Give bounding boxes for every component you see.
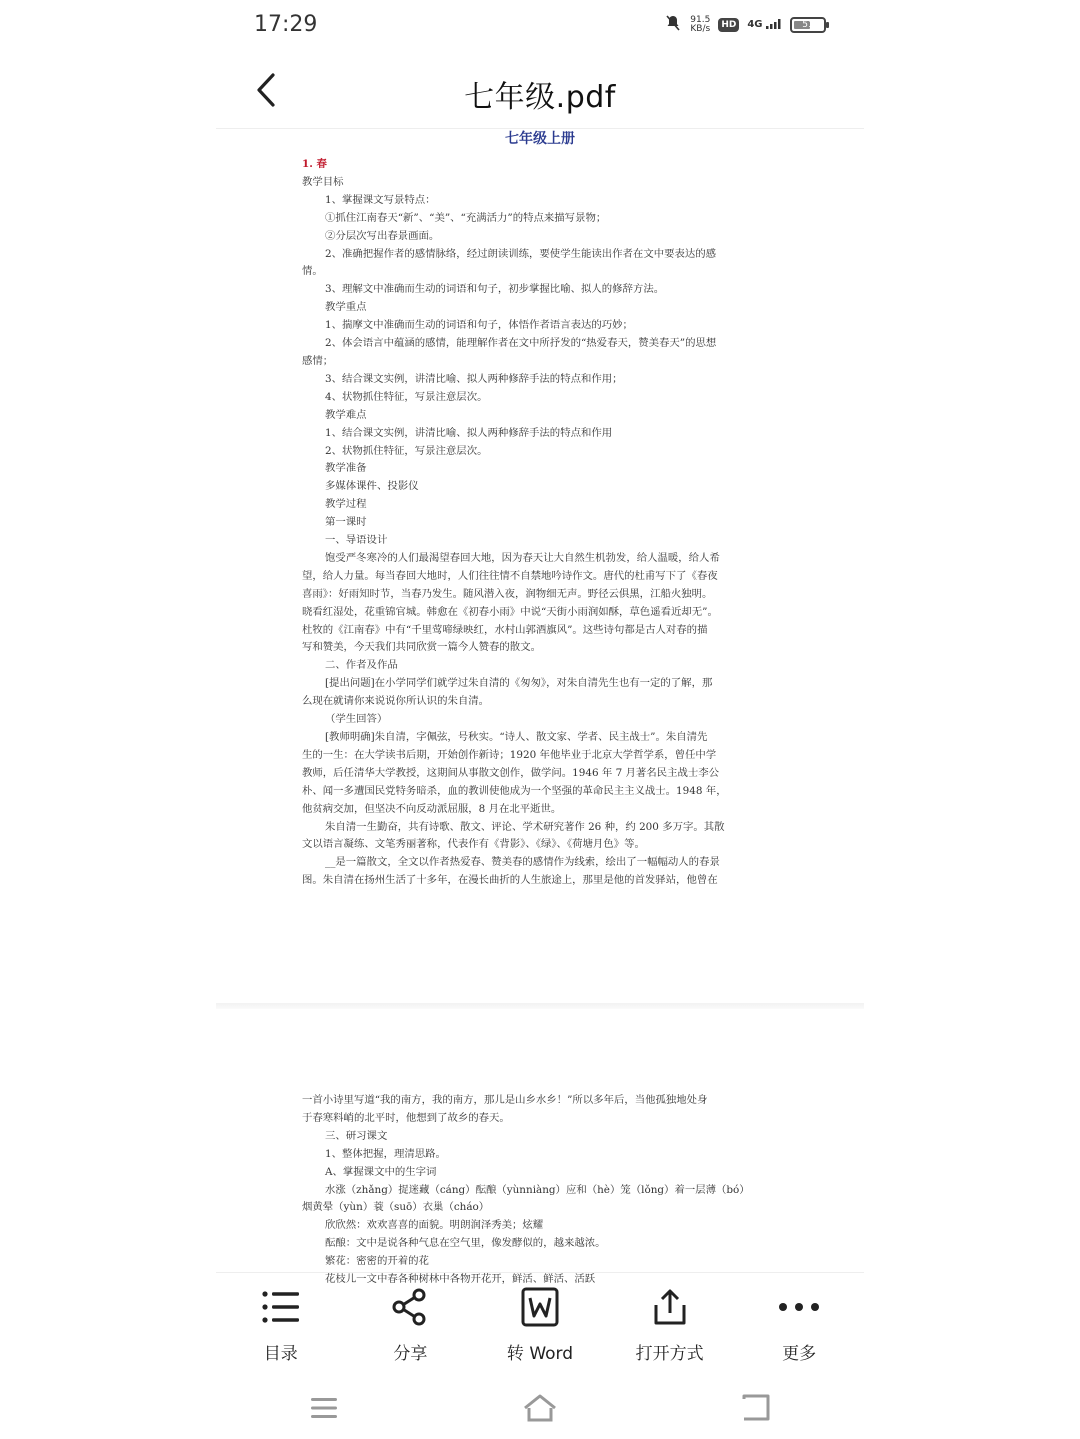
text-line: 一首小诗里写道“我的南方，我的南方，那儿是山乡水乡！”所以多年后，当他孤独地处身 <box>302 1094 708 1106</box>
status-icons <box>664 14 826 35</box>
text-line: 2、状物抓住特征，写景注意层次。 <box>325 444 488 457</box>
text-line: 写和赞美，今天我们共同欣赏一篇今人赞春的散文。 <box>302 641 541 654</box>
text-line: 酝酿：文中是说各种气息在空气里，像发酵似的，越来越浓。 <box>325 1237 606 1250</box>
text-line: __是一篇散文，全文以作者热爱春、赞美春的感情作为线索，绘出了一幅幅动人的春景 <box>325 856 720 869</box>
text-line: 2、体会语言中蕴涵的感情，能理解作者在文中所抒发的“热爱春天，赞美春天”的思想 <box>325 337 717 350</box>
text-line: A、掌握课文中的生字词 <box>325 1165 437 1178</box>
convert-word-button[interactable] <box>485 1273 595 1377</box>
text-line: 喜雨》：好雨知时节，当春乃发生。随风潜入夜，润物细无声。野径云俱黑，江船火独明。 <box>302 587 713 600</box>
text-line: [提出问题]在小学同学们就学过朱自清的《匆匆》，对朱自清先生也有一定的了解，那 <box>325 677 713 690</box>
text-line: 情。 <box>302 265 323 278</box>
word-icon <box>521 1283 559 1331</box>
text-line: 1、结合课文实例，讲清比喻、拟人两种修辞手法的特点和作用 <box>325 426 613 439</box>
page-heading: 七年级上册 <box>505 131 575 147</box>
battery-level: 51 <box>802 19 814 30</box>
status-bar <box>216 0 864 54</box>
signal-label: 4G <box>747 19 763 30</box>
signal-4g-icon <box>747 19 782 30</box>
text-line: 朴、闻一多遭国民党特务暗杀，血的教训使他成为一个坚强的革命民主主义战士。1948 年， <box>302 784 727 797</box>
text-line: 教学目标 <box>302 175 344 188</box>
text-line: 生的一生：在大学读书后期，开始创作新诗；1920 年他毕业于北京大学哲学系，曾任中学 <box>302 748 717 761</box>
mute-icon <box>664 14 682 35</box>
text-line: 教师，后任清华大学教授，这期间从事散文创作，做学问。1946 年 7 月著名民主战士李公 <box>302 766 720 779</box>
open-with-label: 打开方式 <box>635 1344 704 1364</box>
text-line: 1、整体把握，理清思路。 <box>325 1147 446 1160</box>
text-line: 2、准确把握作者的感情脉络，经过朗读训练，要使学生能读出作者在文中要表达的感 <box>325 247 717 260</box>
text-line: 1、揣摩文中准确而生动的词语和句子，体悟作者语言表达的巧妙； <box>325 319 633 332</box>
text-line: 3、结合课文实例，讲清比喻、拟人两种修辞手法的特点和作用； <box>325 372 623 385</box>
text-line: 1、掌握课文写景特点： <box>325 193 436 206</box>
text-line: 3、理解文中准确而生动的词语和句子，初步掌握比喻、拟人的修辞方法。 <box>325 283 665 296</box>
lesson-title: 1. 春 <box>302 158 327 170</box>
text-line: 望，给人力量。每当春回大地时，人们往往情不自禁地吟诗作文。唐代的杜甫写下了《春夜 <box>302 569 718 582</box>
text-line: 于春寒料峭的北平时，他想到了故乡的春天。 <box>302 1111 510 1124</box>
share-button[interactable] <box>355 1273 465 1377</box>
more-button[interactable] <box>744 1273 854 1377</box>
text-line: 二、作者及作品 <box>325 659 398 672</box>
more-icon <box>778 1283 820 1331</box>
text-line: 晓看红湿处，花重锦官城。韩愈在《初春小雨》中说“天街小雨润如酥，草色遥看近却无”。 <box>302 605 718 618</box>
text-line: 么现在就请你来说说你所认识的朱自清。 <box>302 695 490 708</box>
text-line: （学生回答） <box>325 713 388 726</box>
nav-menu-button[interactable] <box>294 1388 354 1428</box>
net-speed <box>690 16 710 34</box>
text-line: 三、研习课文 <box>325 1129 388 1142</box>
text-line: 水涨（zhǎng）捉迷藏（cáng）酝酿（yùnniàng）应和（hè）笼（lǒng）着一层薄（bó） <box>325 1183 750 1196</box>
upload-icon <box>650 1283 690 1331</box>
nav-back-button[interactable] <box>726 1388 786 1428</box>
document-title: 七年级.pdf <box>464 80 616 115</box>
text-line: 他贫病交加，但坚决不向反动派屈服，8 月在北平逝世。 <box>302 802 562 815</box>
list-icon <box>261 1283 301 1331</box>
page-1-text <box>302 156 782 890</box>
app-header <box>216 54 864 129</box>
text-line: 烟黄晕（yùn）蓑（suō）衣巢（cháo） <box>302 1201 490 1214</box>
bottom-toolbar <box>216 1272 864 1377</box>
text-line: 繁花：密密的开着的花 <box>325 1255 429 1268</box>
net-speed-unit: KB/s <box>690 23 711 34</box>
status-time: 17:29 <box>254 12 318 37</box>
home-icon <box>522 1394 558 1422</box>
system-nav-bar <box>216 1376 864 1439</box>
convert-word-label: 转 Word <box>506 1344 574 1364</box>
pdf-viewer[interactable] <box>216 129 864 1286</box>
pdf-page-2 <box>216 1009 864 1286</box>
text-line: 图。朱自清在扬州生活了十多年，在漫长曲折的人生旅途上，那里是他的首发驿站，他曾在 <box>302 874 718 887</box>
text-line: 教学过程 <box>325 498 367 511</box>
text-line: 教学难点 <box>325 408 367 421</box>
text-line: 杜牧的《江南春》中有“千里莺啼绿映红，水村山郭酒旗风”。这些诗句都是古人对春的描 <box>302 623 708 636</box>
open-with-button[interactable] <box>615 1273 725 1377</box>
text-line: ①抓住江南春天“新”、“美”、“充满活力”的特点来描写景物； <box>325 211 607 224</box>
text-line: 饱受严冬寒冷的人们最渴望春回大地，因为春天让大自然生机勃发，给人温暖，给人希 <box>325 551 720 564</box>
text-line: 教学准备 <box>325 462 367 475</box>
text-line: 4、状物抓住特征，写景注意层次。 <box>325 390 488 403</box>
more-label: 更多 <box>782 1344 817 1364</box>
text-line: 第一课时 <box>325 516 367 529</box>
text-line: [教师明确]朱自清，字佩弦，号秋实。“诗人、散文家、学者、民主战士”。朱自清先 <box>325 731 708 743</box>
text-line: 花枝儿一文中春各种树林中各物开花开，鲜活、鲜活、活跃 <box>325 1273 596 1286</box>
text-line: 一、导语设计 <box>325 534 388 547</box>
text-line: 朱自清一生勤奋，共有诗歌、散文、评论、学术研究著作 26 种，约 200 多万字。其散 <box>325 820 725 833</box>
pdf-page-1 <box>216 129 864 1003</box>
text-line: 感情； <box>302 354 334 367</box>
toc-label: 目录 <box>263 1344 298 1364</box>
phone-screen <box>216 0 864 1439</box>
text-line: ②分层次写出春景画面。 <box>325 229 440 242</box>
text-line: 多媒体课件、投影仪 <box>325 480 419 493</box>
toc-button[interactable] <box>226 1273 336 1377</box>
menu-icon <box>310 1397 338 1419</box>
hd-badge: HD <box>718 18 739 32</box>
battery-icon <box>790 17 826 33</box>
text-line: 教学重点 <box>325 301 367 314</box>
nav-home-button[interactable] <box>510 1388 570 1428</box>
return-icon <box>740 1395 772 1421</box>
page-2-text <box>302 1092 782 1289</box>
text-line: 文以语言凝练、文笔秀丽著称，代表作有《背影》、《绿》、《荷塘月色》等。 <box>302 838 645 851</box>
net-speed-value: 91.5 <box>690 14 711 25</box>
share-label: 分享 <box>393 1344 428 1364</box>
text-line: 欣欣然：欢欢喜喜的面貌。明朗润泽秀美；炫耀 <box>325 1219 544 1232</box>
share-icon <box>390 1283 430 1331</box>
